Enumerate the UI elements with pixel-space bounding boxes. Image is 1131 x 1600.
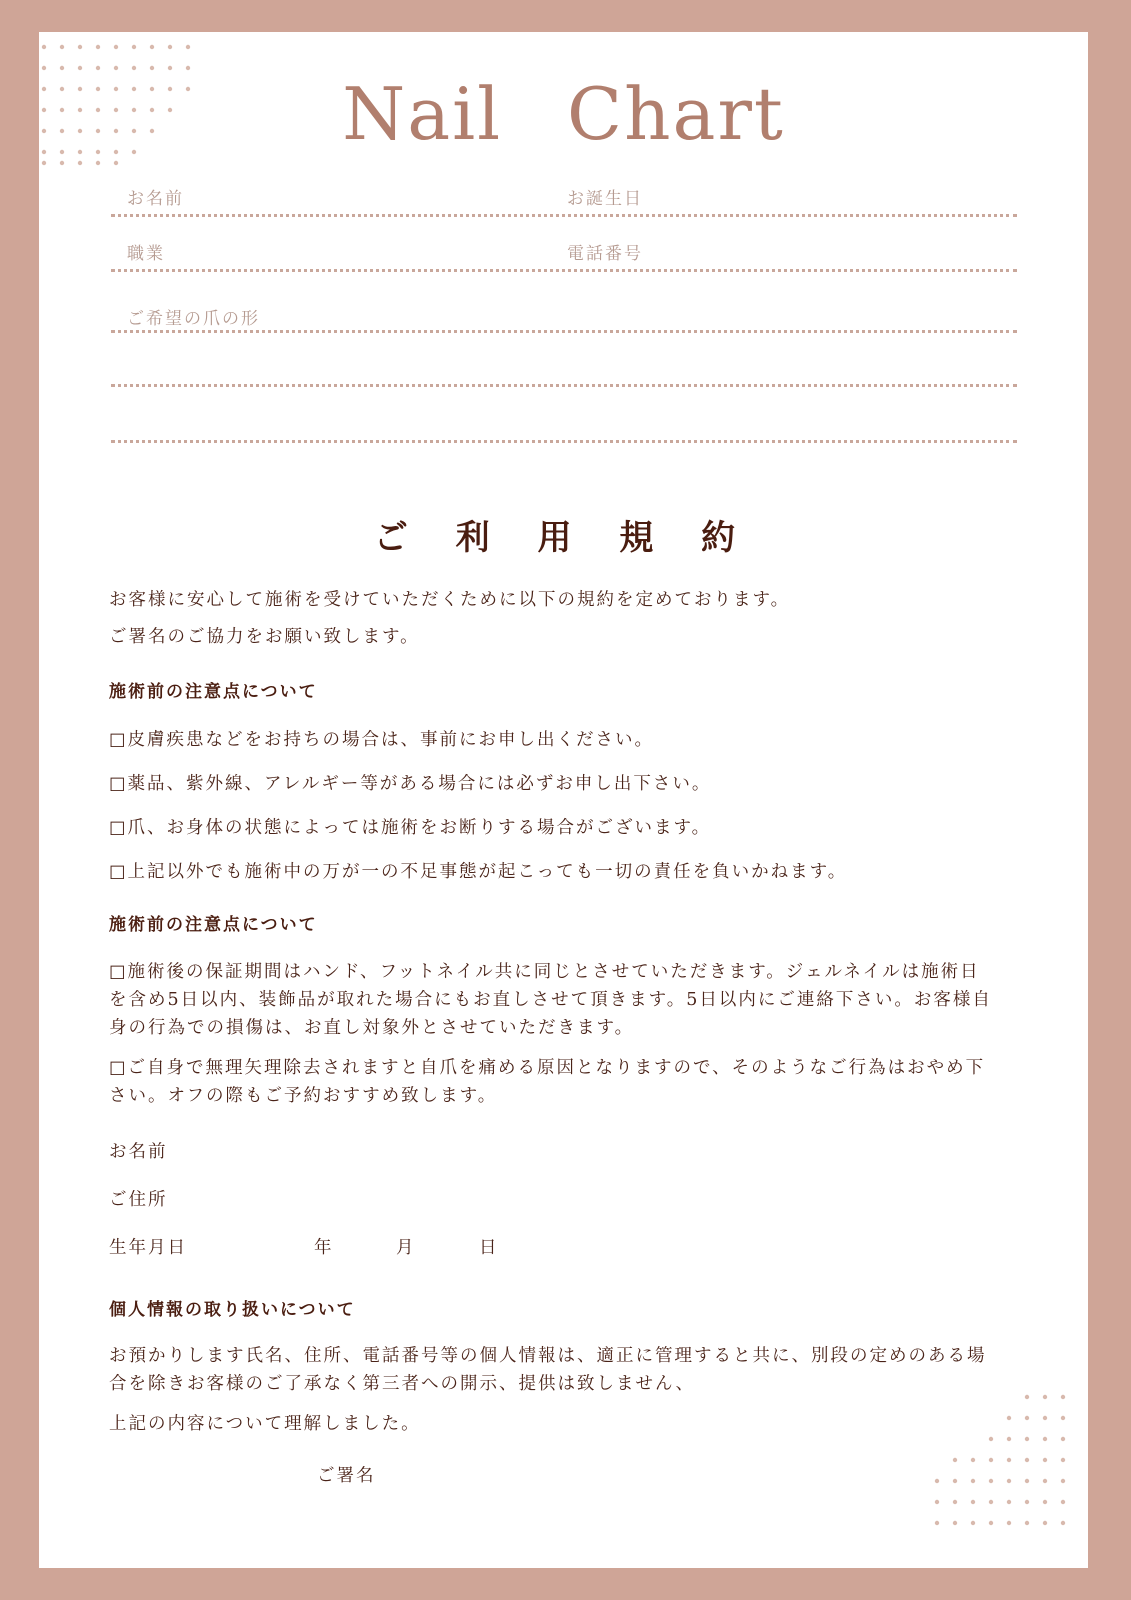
- section2-item-1: □施術後の保証期間はハンド、フットネイル共に同じとさせていただきます。ジェルネイルは施術日を含め5日以内、装飾品が取れた場合にもお直しさせて頂きます。5日以内にご連絡下さい。お客様自身の行為での損傷は、お直し対象外とさせていただきます。: [109, 962, 992, 1038]
- nail-shape-line-2[interactable]: [111, 384, 1017, 387]
- privacy-agree: 上記の内容について理解しました。: [109, 1414, 421, 1434]
- signature-name-label: お名前: [109, 1142, 168, 1162]
- rules-title: ご 利 用 規 約: [373, 518, 754, 558]
- signature-dob-label: 生年月日: [109, 1238, 187, 1258]
- signature-month-label: 月: [396, 1238, 416, 1258]
- section1-item-2: □薬品、紫外線、アレルギー等がある場合には必ずお申し出下さい。: [109, 774, 712, 794]
- signature-address-label: ご住所: [109, 1190, 168, 1210]
- page-title: Nail Chart: [342, 72, 785, 156]
- section1-item-4: □上記以外でも施術中の万が一の不足事態が起こっても一切の責任を負いかねます。: [109, 862, 848, 882]
- section1-heading: 施術前の注意点について: [109, 682, 318, 702]
- nail-shape-field-label: ご希望の爪の形: [127, 309, 260, 329]
- section2-item-2: □ご自身で無理矢理除去されますと自爪を痛める原因となりますので、そのようなご行為はおやめ下さい。オフの際もご予約おすすめ致します。: [109, 1058, 986, 1106]
- job-phone-line[interactable]: [111, 269, 1017, 272]
- rules-intro-1: お客様に安心して施術を受けていただくために以下の規約を定めております。: [109, 590, 791, 610]
- name-birthday-line[interactable]: [111, 214, 1017, 217]
- phone-field-label: 電話番号: [567, 244, 643, 264]
- section1-item-3: □爪、お身体の状態によっては施術をお断りする場合がございます。: [109, 818, 712, 838]
- job-field-label: 職業: [127, 244, 165, 264]
- section1-item-1: □皮膚疾患などをお持ちの場合は、事前にお申し出ください。: [109, 730, 655, 750]
- privacy-body: お預かりします氏名、住所、電話番号等の個人情報は、適正に管理すると共に、別段の定めのある場合を除きお客様のご了承なく第三者への開示、提供は致しません、: [109, 1346, 987, 1394]
- birthday-field-label: お誕生日: [567, 189, 643, 209]
- dot-pattern-bottom-right: [934, 1392, 1074, 1542]
- signature-year-label: 年: [314, 1238, 334, 1258]
- name-field-label: お名前: [127, 189, 184, 209]
- signature-sign-label: ご署名: [317, 1466, 376, 1486]
- section2-heading: 施術前の注意点について: [109, 915, 318, 935]
- nail-shape-line-3[interactable]: [111, 440, 1017, 443]
- nail-shape-line-1[interactable]: [111, 330, 1017, 333]
- signature-day-label: 日: [479, 1238, 499, 1258]
- privacy-heading: 個人情報の取り扱いについて: [109, 1300, 356, 1320]
- rules-intro-2: ご署名のご協力をお願い致します。: [109, 627, 420, 647]
- chart-sheet: [39, 32, 1088, 1568]
